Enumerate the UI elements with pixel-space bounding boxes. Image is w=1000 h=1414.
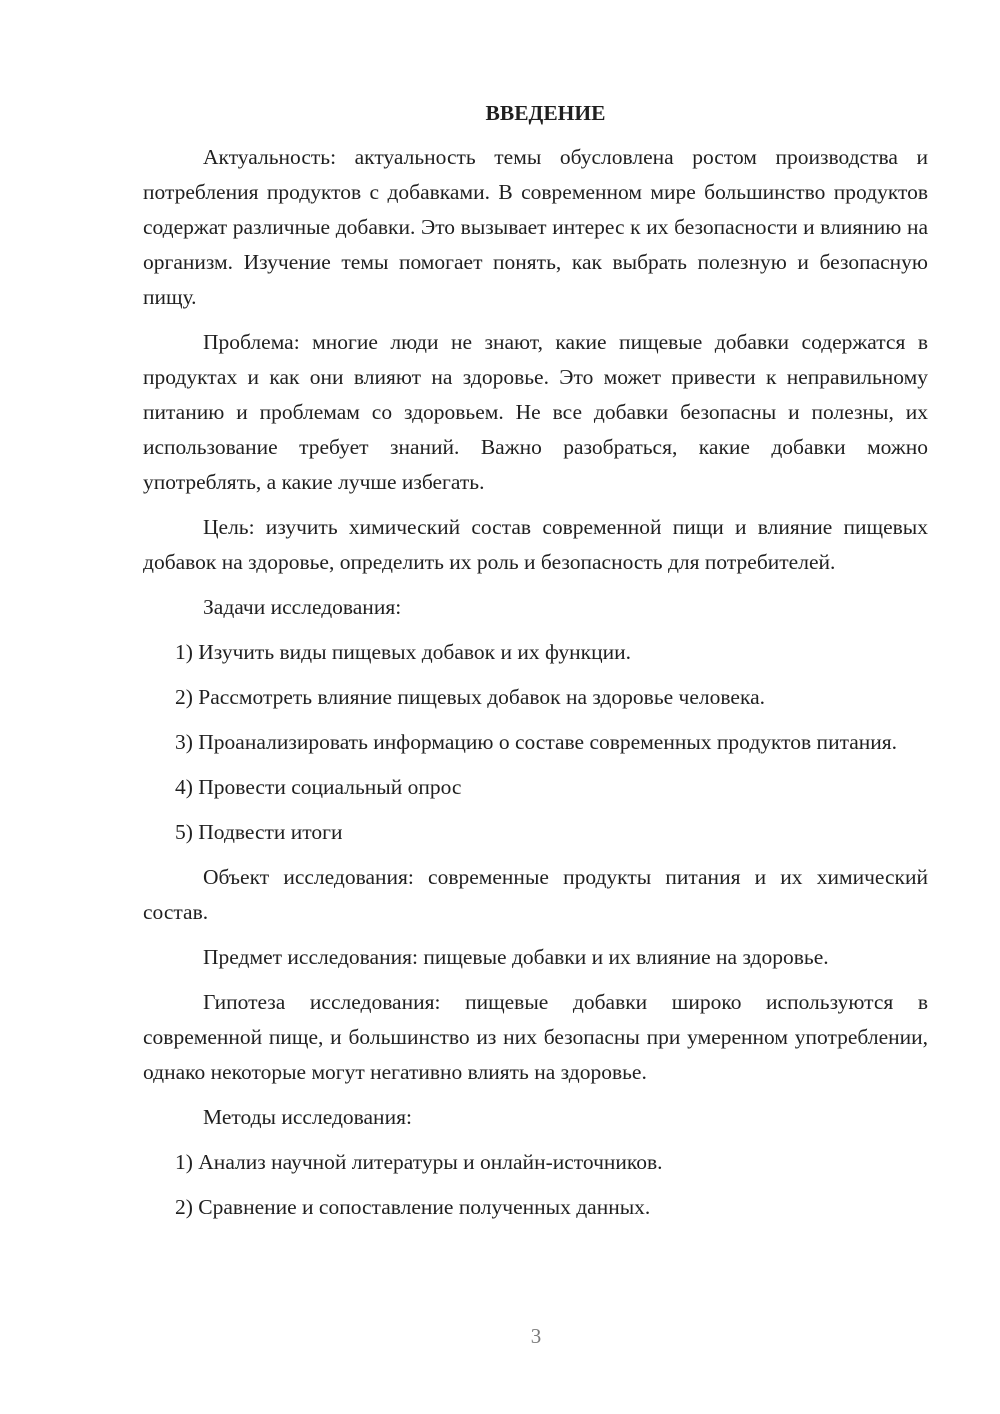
tasks-heading: Задачи исследования: (203, 595, 402, 619)
task-item: 5) Подвести итоги (175, 820, 343, 844)
paragraph-relevance: Актуальность: актуальность темы обусловлена ростом производства и потребления продуктов с добавками. В современном мире большинство продуктов содержат различные добавки. Это вызывает интерес к их безопасности и влиянию на организм. Изучение темы помогает понять, как выбрать полезную и безопасную пищу. (143, 145, 928, 309)
page-title: ВВЕДЕНИЕ (485, 101, 606, 125)
task-item: 4) Провести социальный опрос (175, 775, 462, 799)
methods-heading: Методы исследования: (203, 1105, 412, 1129)
paragraph-goal: Цель: изучить химический состав современной пищи и влияние пищевых добавок на здоровье, определить их роль и безопасность для потребителей. (143, 515, 928, 574)
method-item: 2) Сравнение и сопоставление полученных данных. (175, 1195, 651, 1219)
task-item: 2) Рассмотреть влияние пищевых добавок на здоровье человека. (175, 685, 766, 709)
method-item: 1) Анализ научной литературы и онлайн-источников. (175, 1150, 663, 1174)
paragraph-problem: Проблема: многие люди не знают, какие пищевые добавки содержатся в продуктах и как они влияют на здоровье. Это может привести к неправильному питанию и проблемам со здоровьем. Не все добавки безопасны и полезны, их использование требует знаний. Важно разобраться, какие добавки можно употреблять, а какие лучше избегать. (143, 330, 928, 494)
paragraph-hypothesis: Гипотеза исследования: пищевые добавки широко используются в современной пище, и большинство из них безопасны при умеренном употреблении, однако некоторые могут негативно влиять на здоровье. (143, 990, 928, 1084)
paragraph-object: Объект исследования: современные продукты питания и их химический состав. (143, 865, 928, 924)
page-body (143, 96, 928, 1235)
task-item: 1) Изучить виды пищевых добавок и их функции. (175, 640, 631, 664)
page-number: 3 (530, 1324, 542, 1348)
paragraph-subject: Предмет исследования: пищевые добавки и их влияние на здоровье. (203, 945, 829, 969)
task-item: 3) Проанализировать информацию о составе современных продуктов питания. (175, 730, 898, 754)
